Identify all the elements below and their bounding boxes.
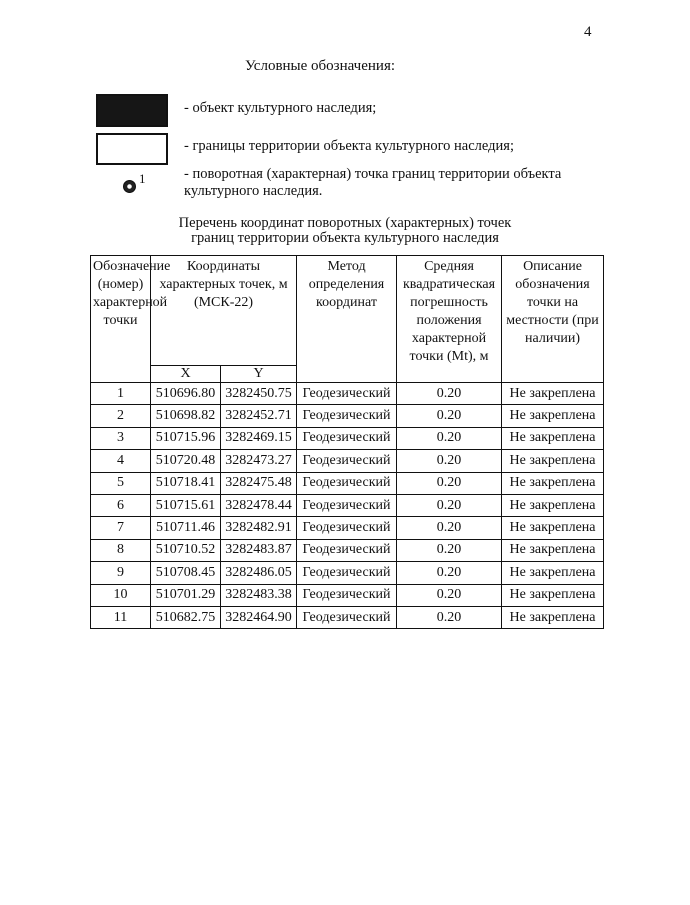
header-x: X <box>151 366 221 383</box>
cell-x: 510715.96 <box>151 427 221 449</box>
legend-heritage-object-text: - объект культурного наследия; <box>184 100 377 116</box>
cell-x: 510720.48 <box>151 450 221 472</box>
cell-y: 3282475.48 <box>221 472 297 494</box>
cell-description: Не закреплена <box>502 472 604 494</box>
cell-method: Геодезический <box>297 383 397 405</box>
legend-turning-point-text: - поворотная (характерная) точка границ территории объекта культурного наследия. <box>184 166 562 199</box>
legend-title: Условные обозначения: <box>244 58 396 74</box>
cell-x: 510715.61 <box>151 494 221 516</box>
table-row <box>91 562 604 584</box>
cell-point-number: 5 <box>91 472 151 494</box>
cell-description: Не закреплена <box>502 494 604 516</box>
cell-description: Не закреплена <box>502 517 604 539</box>
table-row <box>91 383 604 405</box>
header-y: Y <box>221 366 297 383</box>
cell-y: 3282486.05 <box>221 562 297 584</box>
cell-error: 0.20 <box>397 472 502 494</box>
cell-point-number: 7 <box>91 517 151 539</box>
table-row <box>91 494 604 516</box>
cell-point-number: 3 <box>91 427 151 449</box>
header-description: Описание обозначения точки на местности (при наличии) <box>502 256 604 383</box>
cell-x: 510701.29 <box>151 584 221 606</box>
table-row <box>91 517 604 539</box>
page-number: 4 <box>584 24 592 40</box>
cell-y: 3282473.27 <box>221 450 297 472</box>
cell-x: 510698.82 <box>151 405 221 427</box>
cell-description: Не закреплена <box>502 606 604 628</box>
cell-description: Не закреплена <box>502 584 604 606</box>
cell-description: Не закреплена <box>502 405 604 427</box>
cell-y: 3282483.87 <box>221 539 297 561</box>
cell-y: 3282450.75 <box>221 383 297 405</box>
coordinates-list-title <box>0 216 690 246</box>
table-row <box>91 472 604 494</box>
cell-error: 0.20 <box>397 539 502 561</box>
cell-error: 0.20 <box>397 427 502 449</box>
cell-y: 3282482.91 <box>221 517 297 539</box>
coordinates-list-title-line1: Перечень координат поворотных (характерных) точек <box>178 215 512 231</box>
table-row <box>91 450 604 472</box>
cell-error: 0.20 <box>397 494 502 516</box>
cell-description: Не закреплена <box>502 562 604 584</box>
coordinates-table <box>90 255 604 629</box>
cell-error: 0.20 <box>397 562 502 584</box>
header-mean-error: Средняя квадратическая погрешность положения характерной точки (Mt), м <box>397 256 502 383</box>
turning-point-icon <box>123 180 136 193</box>
cell-error: 0.20 <box>397 517 502 539</box>
cell-description: Не закреплена <box>502 383 604 405</box>
cell-error: 0.20 <box>397 450 502 472</box>
legend-territory-border-text: - границы территории объекта культурного наследия; <box>184 138 514 154</box>
turning-point-label: 1 <box>139 171 146 186</box>
table-row <box>91 405 604 427</box>
cell-description: Не закреплена <box>502 427 604 449</box>
table-row <box>91 539 604 561</box>
cell-method: Геодезический <box>297 539 397 561</box>
cell-description: Не закреплена <box>502 539 604 561</box>
cell-method: Геодезический <box>297 494 397 516</box>
table-row <box>91 606 604 628</box>
cell-error: 0.20 <box>397 584 502 606</box>
cell-method: Геодезический <box>297 427 397 449</box>
cell-point-number: 1 <box>91 383 151 405</box>
cell-method: Геодезический <box>297 517 397 539</box>
cell-description: Не закреплена <box>502 450 604 472</box>
table-row <box>91 584 604 606</box>
cell-x: 510711.46 <box>151 517 221 539</box>
cell-y: 3282452.71 <box>221 405 297 427</box>
cell-method: Геодезический <box>297 606 397 628</box>
cell-point-number: 8 <box>91 539 151 561</box>
cell-y: 3282483.38 <box>221 584 297 606</box>
cell-error: 0.20 <box>397 606 502 628</box>
cell-method: Геодезический <box>297 584 397 606</box>
header-coordinates: Координаты характерных точек, м (МСК-22) <box>151 256 297 366</box>
cell-x: 510682.75 <box>151 606 221 628</box>
cell-y: 3282464.90 <box>221 606 297 628</box>
cell-point-number: 9 <box>91 562 151 584</box>
header-method: Метод определения координат <box>297 256 397 383</box>
cell-x: 510708.45 <box>151 562 221 584</box>
header-point-number: Обозначение (номер) характерной точки <box>91 256 151 383</box>
cell-x: 510696.80 <box>151 383 221 405</box>
cell-method: Геодезический <box>297 450 397 472</box>
cell-point-number: 4 <box>91 450 151 472</box>
cell-error: 0.20 <box>397 383 502 405</box>
cell-y: 3282469.15 <box>221 427 297 449</box>
table-row <box>91 427 604 449</box>
cell-x: 510710.52 <box>151 539 221 561</box>
cell-x: 510718.41 <box>151 472 221 494</box>
cell-point-number: 10 <box>91 584 151 606</box>
cell-method: Геодезический <box>297 562 397 584</box>
cell-point-number: 11 <box>91 606 151 628</box>
coordinates-list-title-line2: границ территории объекта культурного наследия <box>191 230 499 246</box>
cell-error: 0.20 <box>397 405 502 427</box>
cell-point-number: 6 <box>91 494 151 516</box>
legend-territory-border-swatch <box>96 133 168 165</box>
legend-heritage-object-swatch <box>96 94 168 127</box>
cell-method: Геодезический <box>297 472 397 494</box>
cell-point-number: 2 <box>91 405 151 427</box>
cell-y: 3282478.44 <box>221 494 297 516</box>
cell-method: Геодезический <box>297 405 397 427</box>
